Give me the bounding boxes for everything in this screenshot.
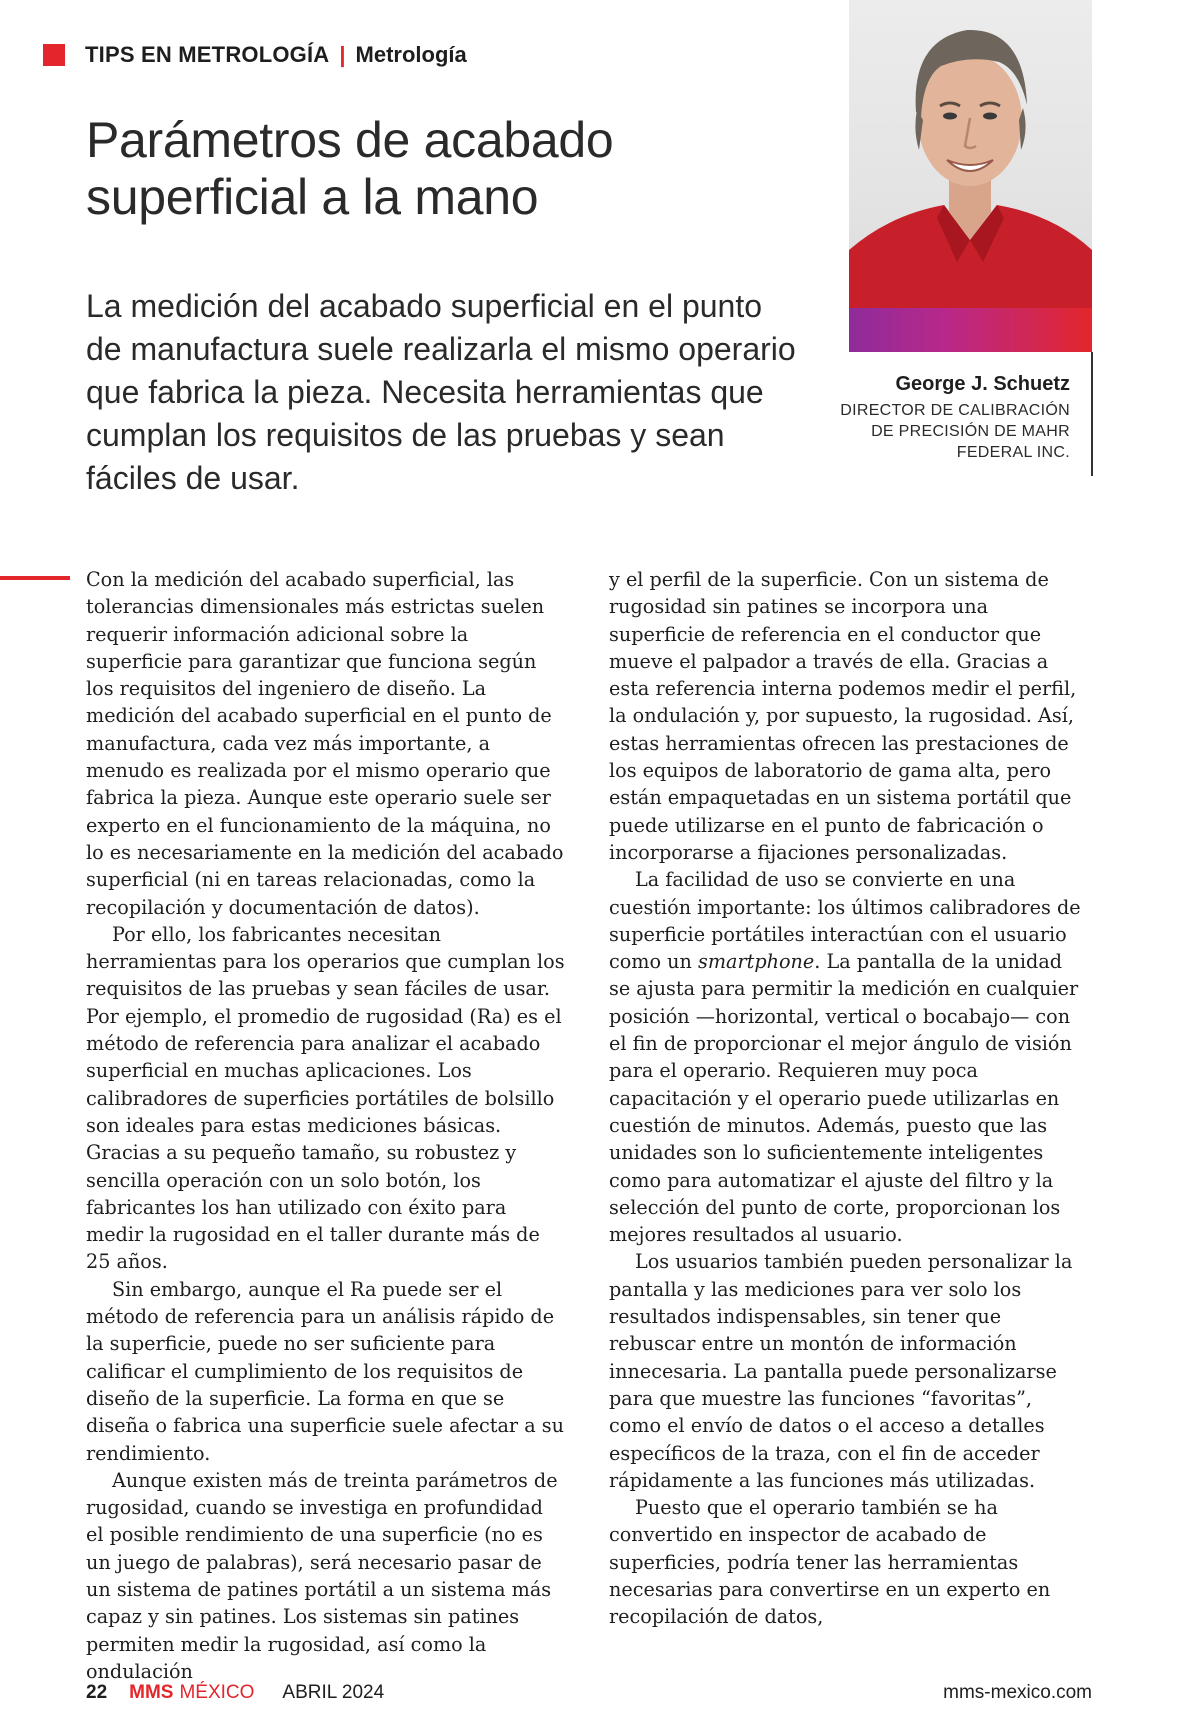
body-paragraph: Aunque existen más de treinta parámetros de rugosidad, cuando se investiga en profundidad el posible rendimiento de una superficie (no es un juego de palabras), será necesario pasar de un sistema de patines portátil a un sistema más capaz y sin patines. Los sistemas sin patines permiten medir la rugosidad, así como la ondulación (86, 1468, 558, 1683)
body-column-right (609, 566, 1089, 1631)
website-link[interactable]: mms-mexico.com (943, 1682, 1092, 1703)
body-paragraph: Los usuarios también pueden personalizar la pantalla y las mediciones para ver solo los resultados indispensables, sin tener que rebuscar entre un montón de información innecesaria. La pantalla puede personalizarse para que muestre las funciones “favoritas”, como el envío de datos o el acceso a detalles específicos de la traza, con el fin de acceder rápidamente a las funciones más utilizadas. (609, 1250, 1073, 1492)
article-lede: La medición del acabado superficial en el punto de manufactura suele realizarla el mismo operario que fabrica la pieza. Necesita herramientas que cumplan los requisitos de las pruebas y sean fáciles de usar. (86, 288, 796, 496)
body-paragraph: Sin embargo, aunque el Ra puede ser el método de referencia para un análisis rápido de la superficie, puede no ser suficiente para calificar el cumplimiento de los requisitos de diseño de la superficie. La forma en que se diseña o fabrica una superficie suele afectar a su rendimiento. (86, 1277, 564, 1465)
author-role-line: FEDERAL INC. (956, 444, 1070, 461)
author-photo-gradient-strip (849, 308, 1092, 352)
body-paragraph: Con la medición del acabado superficial, las tolerancias dimensionales más estrictas suelen requerir información adicional sobre la superficie para garantizar que funciona según los requisitos del ingeniero de diseño. La medición del acabado superficial en el punto de manufactura, cada vez más importante, a menudo es realizada por el mismo operario que fabrica la pieza. Aunque este operario suele ser experto en el funcionamiento de la máquina, no lo es necesariamente en la medición del acabado superficial (ni en tareas relacionadas, como la recopilación y documentación de datos). (86, 568, 564, 919)
body-paragraph: Puesto que el operario también se ha convertido en inspector de acabado de superficies, podría tener las herramientas necesarias para convertirse en un experto en recopilación de datos, (609, 1496, 1051, 1629)
page-footer (86, 1682, 384, 1704)
author-byline (770, 373, 1070, 463)
article-title: Parámetros de acabado superficial a la mano (86, 112, 614, 225)
author-role-line: DE PRECISIÓN DE MAHR (871, 423, 1070, 440)
section-header (43, 42, 467, 68)
section-label: TIPS EN METROLOGÍA (85, 42, 330, 67)
body-paragraph: La facilidad de uso se convierte en una cuestión importante: los últimos calibradores de superficie portátiles interactúan con el usuario como un smartphone. La pantalla de la unidad se ajusta para permitir la medición en cualquier posición —horizontal, vertical o bocabajo— con el fin de proporcionar el mejor ángulo de visión para el operario. Requieren muy poca capacitación y el operario puede utilizarlas en cuestión de minutos. Además, puesto que las unidades son lo suficientemente inteligentes como para automatizar el ajuste del filtro y la selección del punto de corte, proporcionan los mejores resultados al usuario. (609, 868, 1081, 1247)
section-separator: | (339, 42, 346, 67)
body-column-left (86, 566, 566, 1685)
author-photo-block (849, 0, 1092, 352)
body-start-rule (0, 576, 70, 580)
page-number: 22 (86, 1682, 108, 1703)
magazine-brand-suffix: MÉXICO (179, 1682, 255, 1703)
body-paragraph: y el perfil de la superficie. Con un sistema de rugosidad sin patines se incorpora una superficie de referencia en el conductor que mueve el palpador a través de ella. Gracias a esta referencia interna podemos medir el perfil, la ondulación y, por supuesto, la rugosidad. Así, estas herramientas ofrecen las prestaciones de los equipos de laboratorio de gama alta, pero están empaquetadas en un sistema portátil que puede utilizarse en el punto de fabricación o incorporarse a fijaciones personalizadas. (609, 568, 1077, 864)
section-marker (43, 44, 65, 66)
issue-date: ABRIL 2024 (282, 1682, 385, 1703)
emphasis-term: smartphone (697, 950, 815, 974)
magazine-brand: MMS (129, 1682, 174, 1703)
author-role-line: DIRECTOR DE CALIBRACIÓN (840, 402, 1070, 419)
author-photo (849, 0, 1092, 308)
author-portrait-illustration (849, 0, 1092, 308)
section-sublabel: Metrología (355, 42, 467, 67)
author-name: George J. Schuetz (895, 373, 1070, 395)
author-divider (1091, 352, 1093, 476)
body-paragraph: Por ello, los fabricantes necesitan herramientas para los operarios que cumplan los requisitos de las pruebas y sean fáciles de usar. Por ejemplo, el promedio de rugosidad (Ra) es el método de referencia para analizar el acabado superficial en muchas aplicaciones. Los calibradores de superficies portátiles de bolsillo son ideales para estas mediciones básicas. Gracias a su pequeño tamaño, su robustez y sencilla operación con un solo botón, los fabricantes los han utilizado con éxito para medir la rugosidad en el taller durante más de 25 años. (86, 922, 565, 1274)
